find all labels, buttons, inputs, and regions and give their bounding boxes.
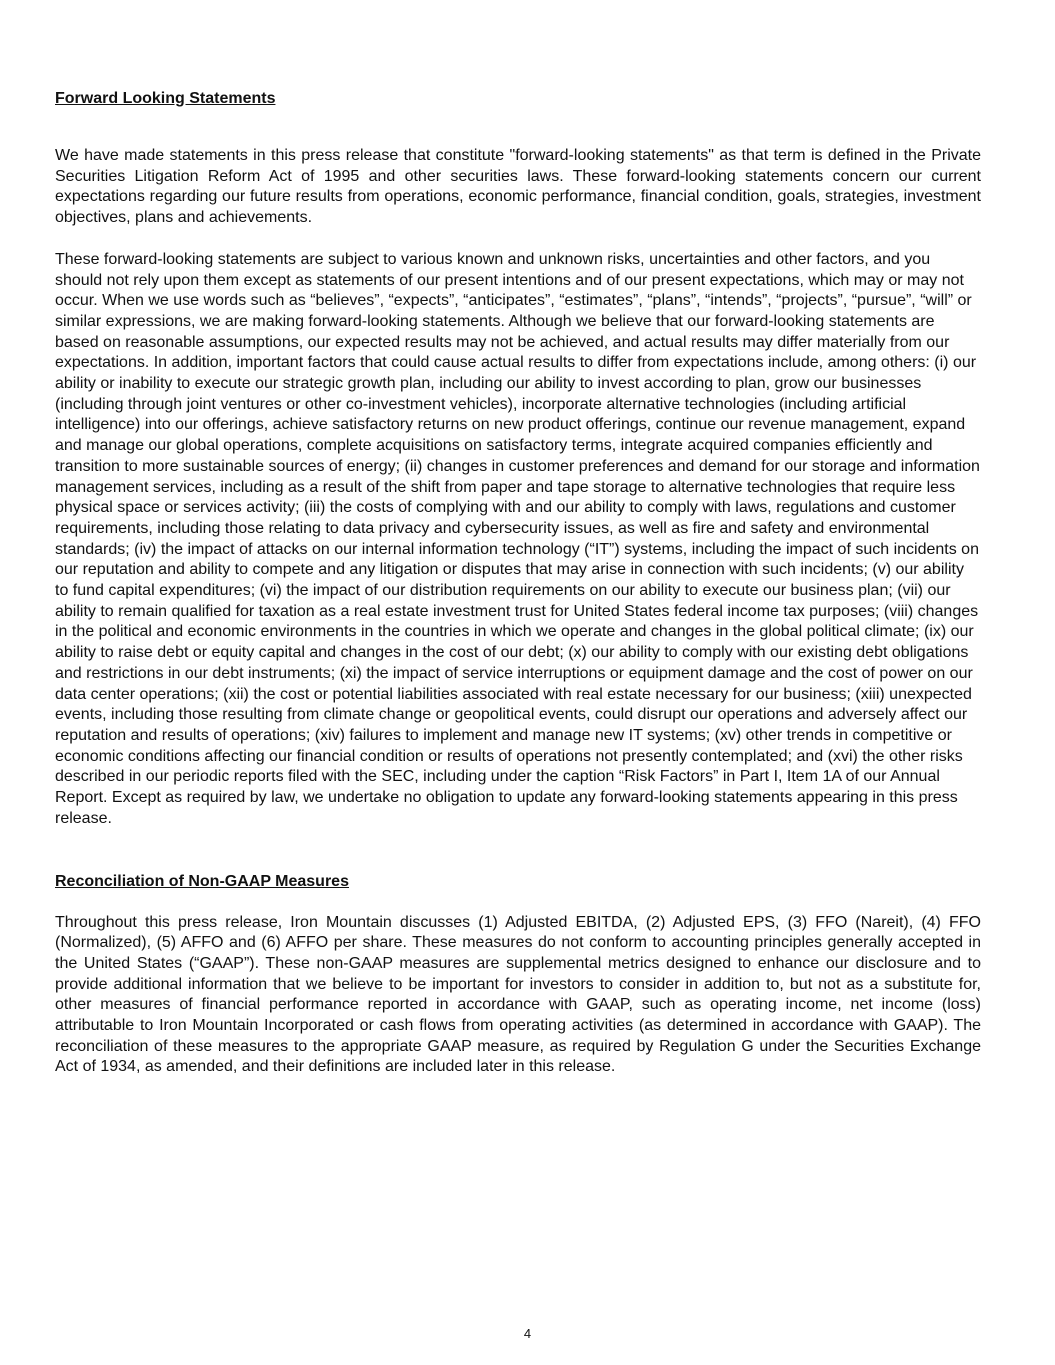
forward-looking-statements-heading: Forward Looking Statements xyxy=(55,90,276,107)
reconciliation-heading: Reconciliation of Non-GAAP Measures xyxy=(55,872,349,890)
reconciliation-paragraph-1: Throughout this press release, Iron Mountain discusses (1) Adjusted EBITDA, (2) Adjusted EPS, (3) FFO (Nareit), (4) FFO (Normalized), (5) AFFO and (6) AFFO per share. These measures do not conform to accounting principles generally accepted in the United States (“GAAP”). These non-GAAP measures are supplemental metrics designed to enhance our disclosure and to provide additional information that we believe to be important for investors to consider in addition to, but not as a substitute for, other measures of financial performance reported in accordance with GAAP, such as operating income, net income (loss) attributable to Iron Mountain Incorporated or cash flows from operating activities (as determined in accordance with GAAP). The reconciliation of these measures to the appropriate GAAP measure, as required by Regulation G under the Securities Exchange Act of 1934, as amended, and their definitions are included later in this release. xyxy=(55,913,981,1076)
forward-looking-paragraph-2: These forward-looking statements are subject to various known and unknown risks, uncertainties and other factors, and you should not rely upon them except as statements of our present intentions and of our present expectations, which may or may not occur. When we use words such as “believes”, “expects”, “anticipates”, “estimates”, “plans”, “intends”, “projects”, “pursue”, “will” or similar expressions, we are making forward-looking statements. Although we believe that our forward-looking statements are based on reasonable assumptions, our expected results may not be achieved, and actual results may differ materially from our expectations. In addition, important factors that could cause actual results to differ from expectations include, among others: (i) our ability or inability to execute our strategic growth plan, including our ability to invest according to plan, grow our businesses (including through joint ventures or other co-investment vehicles), incorporate alternative technologies (including artificial intelligence) into our offerings, achieve satisfactory returns on new product offerings, continue our revenue management, expand and manage our global operations, complete acquisitions on satisfactory terms, integrate acquired companies efficiently and transition to more sustainable sources of energy; (ii) changes in customer preferences and demand for our storage and information management services, including as a result of the shift from paper and tape storage to alternative technologies that require less physical space or services activity; (iii) the costs of complying with and our ability to comply with laws, regulations and customer requirements, including those relating to data privacy and cybersecurity issues, as well as fire and safety and environmental standards; (iv) the impact of attacks on our internal information technology (“IT”) systems, including the impact of such incidents on our reputation and ability to compete and any litigation or disputes that may arise in connection with such incidents; (v) our ability to fund capital expenditures; (vi) the impact of our distribution requirements on our ability to execute our business plan; (vii) our ability to remain qualified for taxation as a real estate investment trust for United States federal income tax purposes; (viii) changes in the political and economic environments in the countries in which we operate and changes in the global political climate; (ix) our ability to raise debt or equity capital and changes in the cost of our debt; (x) our ability to comply with our existing debt obligations and restrictions in our debt instruments; (xi) the impact of service interruptions or equipment damage and the cost of power on our data center operations; (xii) the cost or potential liabilities associated with real estate necessary for our business; (xiii) unexpected events, including those resulting from climate change or geopolitical events, could disrupt our operations and adversely affect our reputation and results of operations; (xiv) failures to implement and manage new IT systems; (xv) other trends in competitive or economic conditions affecting our financial condition or results of operations not presently contemplated; and (xvi) the other risks described in our periodic reports filed with the SEC, including under the caption “Risk Factors” in Part I, Item 1A of our Annual Report. Except as required by law, we undertake no obligation to update any forward-looking statements appearing in this press release. xyxy=(55,250,980,827)
page-number: 4 xyxy=(523,1326,532,1341)
document-page xyxy=(55,88,981,1078)
forward-looking-paragraph-1: We have made statements in this press release that constitute "forward-looking statements" as that term is defined in the Private Securities Litigation Reform Act of 1995 and other securities laws. These forward-looking statements concern our current expectations regarding our future results from operations, economic performance, financial condition, goals, strategies, investment objectives, plans and achievements. xyxy=(55,147,981,227)
